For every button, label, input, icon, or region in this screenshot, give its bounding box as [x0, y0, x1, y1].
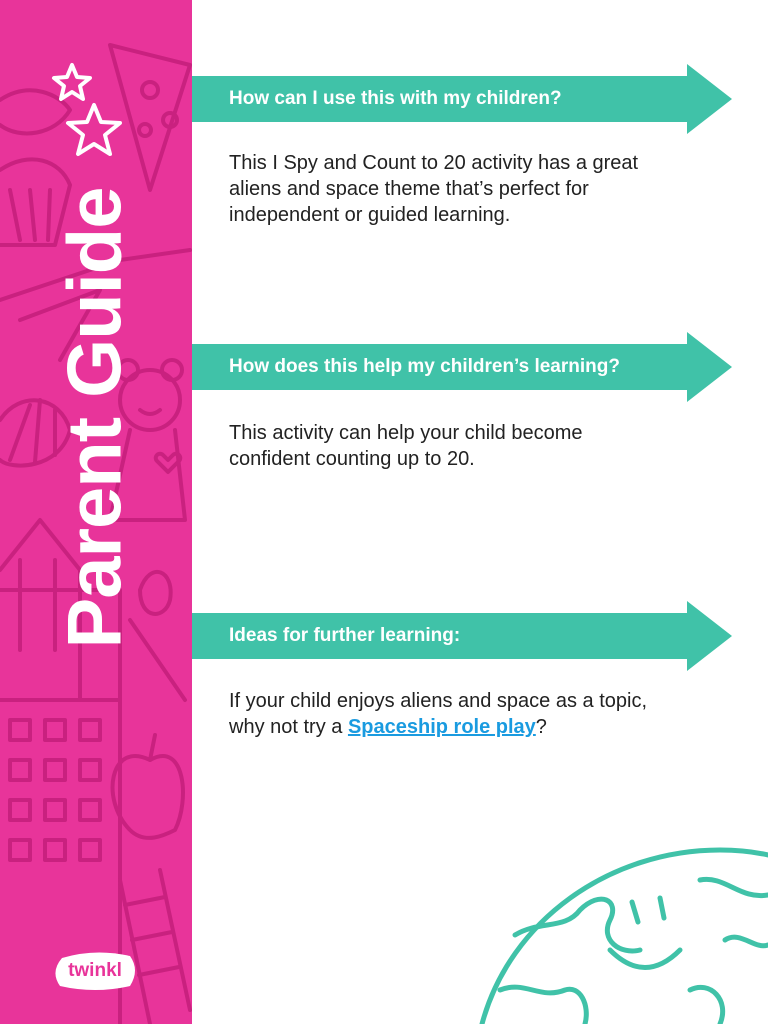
sidebar-title: Parent Guide [52, 187, 138, 649]
body-text-after: ? [535, 716, 547, 738]
section-banner-1 [192, 64, 732, 134]
sidebar [0, 0, 192, 1024]
section-body: This I Spy and Count to 20 activity has a great aliens and space theme that’s perfect for independent or guided learning. [229, 152, 639, 226]
globe-illustration [470, 840, 768, 1024]
section-heading: How can I use this with my children? [229, 88, 562, 109]
spaceship-role-play-link[interactable]: Spaceship role play [347, 716, 536, 738]
twinkl-logo[interactable] [52, 950, 138, 992]
star-icon [50, 60, 130, 170]
section-banner-2 [192, 332, 732, 402]
section-body [229, 688, 669, 740]
body-text-before: If your child enjoys aliens and space as a topic, why not try a [229, 690, 648, 738]
section-heading: Ideas for further learning: [229, 625, 461, 646]
section-body: This activity can help your child become confident counting up to 20. [229, 422, 583, 470]
logo-text: twinkl [68, 960, 122, 981]
section-heading: How does this help my children’s learning? [229, 356, 620, 377]
section-banner-3 [192, 601, 732, 671]
